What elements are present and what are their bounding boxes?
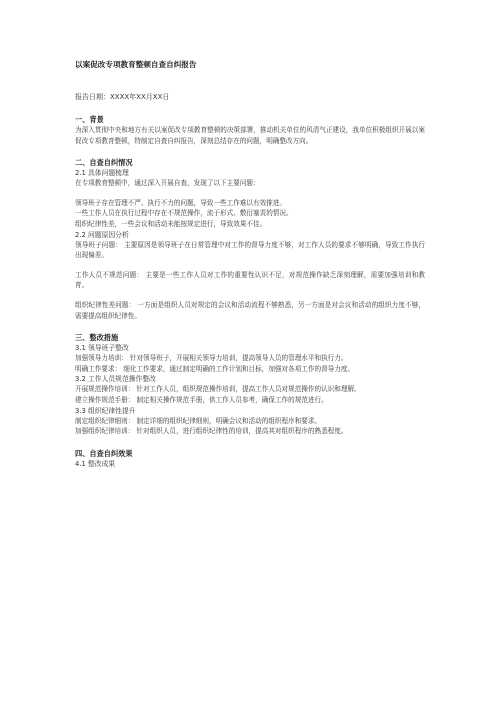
subsection-title: 4.1 整改成果 (75, 459, 116, 468)
subsection-title: 3.1 领导班子整改 (75, 344, 129, 353)
list-item: 领导班子问题： 主要原因是领导班子在日常管理中对工作的督导力度不够，对工作人员的要求不够明确，导致工作执行出现偏差。 (75, 240, 425, 260)
list-item: 一些工作人员在执行过程中存在不规范操作，流于形式、敷衍塞责的情况。 (75, 209, 293, 218)
list-item: 加强领导力培训： 针对领导班子，开展相关领导力培训，提高领导人员的管理水平和执行力。 (75, 354, 348, 363)
section-heading: 三、整改措施 (75, 333, 119, 343)
subsection-title: 2.2 问题原因分析 (75, 230, 129, 239)
list-item: 明确工作要求： 细化工作要求，通过制定明确的工作计划和目标，加强对各项工作的督导力度。 (75, 364, 355, 373)
paragraph: 为深入贯彻中央和地方有关以案促改专项教育整顿的决策部署，推动机关单位的风清气正建设，我单位积极组织开展以案促改专项教育整顿，特制定自查自纠报告，深刻总结存在的问题，明确整改方向。 (75, 126, 425, 145)
section-heading: 四、自查自纠效果 (75, 448, 133, 458)
list-item: 建立操作规范手册： 制定相关操作规范手册，供工作人员参考，确保工作的规范进行。 (75, 395, 328, 404)
list-item: 开展规范操作培训： 针对工作人员，组织规范操作培训，提高工作人员对规范操作的认识和理解。 (75, 385, 361, 394)
section-rectification (75, 333, 425, 437)
section-background (75, 115, 425, 146)
subsection-title: 3.3 组织纪律性提升 (75, 406, 136, 415)
list-item: 加强组织纪律培训： 针对组织人员，进行组织纪律性的培训，提高其对组织程序的熟悉程度。 (75, 427, 348, 436)
section-effect (75, 449, 425, 469)
section-heading: 二、自查自纠情况 (75, 158, 133, 168)
section-self-check (75, 158, 425, 321)
report-date: 报告日期：XXXX年XX月XX日 (75, 93, 170, 101)
list-item: 组织纪律性差，一些会议和活动未能按规定进行，导致效果不佳。 (75, 219, 267, 228)
section-heading: 一、背景 (75, 115, 104, 124)
document-page (75, 60, 425, 469)
list-item: 工作人员不规范问题： 主要是一些工作人员对工作的重要性认识不足，对规范操作缺乏深刻理解，需要加强培训和教育。 (75, 270, 425, 290)
paragraph: 在专项教育整顿中，通过深入开展自查，发现了以下主要问题： (75, 179, 260, 188)
subsection-title: 2.1 具体问题梳理 (75, 169, 129, 178)
list-item: 领导班子存在管理不严、执行不力的问题，导致一些工作难以有效推进。 (75, 198, 286, 207)
list-item: 制定组织纪律细则： 制定详细的组织纪律细则，明确会议和活动的组织程序和要求。 (75, 416, 322, 425)
list-item: 组织纪律性差问题： 一方面是组织人员对规定的会议和活动流程不够熟悉，另一方面是对会议和活动的组织力度不够，需要提高组织纪律性。 (75, 300, 425, 320)
subsection-title: 3.2 工作人员规范操作整改 (75, 375, 156, 384)
document-title: 以案促改专项教育整顿自查自纠报告 (75, 60, 197, 69)
